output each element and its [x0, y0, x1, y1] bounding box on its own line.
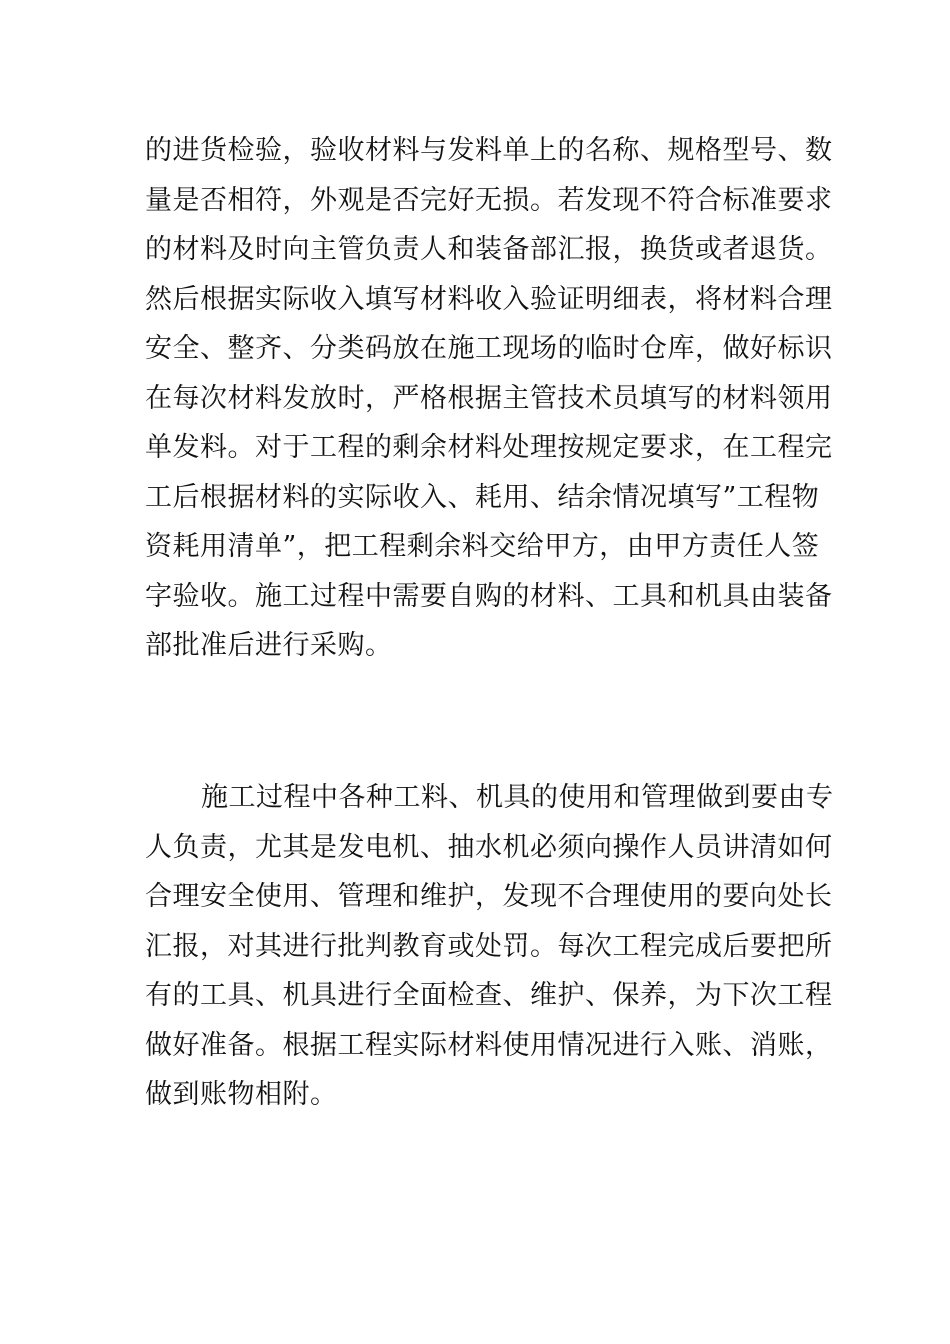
text-line: 汇报，对其进行批判教育或处罚。每次工程完成后要把所 — [145, 930, 833, 962]
text-line: 合理安全使用、管理和维护，发现不合理使用的要向处长 — [145, 881, 833, 912]
text-line: 字验收。施工过程中需要自购的材料、工具和机具由装备 — [145, 580, 833, 612]
paragraph-tool-management — [145, 773, 834, 1120]
text-line: 单发料。对于工程的剩余材料处理按规定要求，在工程完 — [145, 432, 833, 463]
text-line: 做到账物相附。 — [145, 1079, 338, 1110]
text-line: 做好准备。根据工程实际材料使用情况进行入账、消账， — [145, 1029, 833, 1061]
text-line: 安全、整齐、分类码放在施工现场的临时仓库，做好标识 — [145, 333, 833, 364]
text-line: 然后根据实际收入填写材料收入验证明细表，将材料合理 — [145, 283, 833, 315]
text-line-indented: 施工过程中各种工料、机具的使用和管理做到要由专 — [201, 782, 834, 813]
text-line: 的材料及时向主管负责人和装备部汇报，换货或者退货。 — [145, 234, 833, 265]
paragraph-material-inspection — [145, 126, 833, 671]
text-line: 量是否相符，外观是否完好无损。若发现不符合标准要求 — [145, 184, 833, 216]
text-line: 的进货检验，验收材料与发料单上的名称、规格型号、数 — [145, 135, 833, 166]
text-line: 工后根据材料的实际收入、耗用、结余情况填写”工程物 — [145, 481, 820, 513]
text-line: 部批准后进行采购。 — [145, 630, 393, 661]
text-line: 资耗用清单”，把工程剩余料交给甲方，由甲方责任人签 — [145, 531, 820, 562]
text-line: 人负责，尤其是发电机、抽水机必须向操作人员讲清如何 — [145, 831, 833, 863]
text-line: 有的工具、机具进行全面检查、维护、保养，为下次工程 — [145, 980, 833, 1011]
text-line: 在每次材料发放时，严格根据主管技术员填写的材料领用 — [145, 382, 833, 414]
